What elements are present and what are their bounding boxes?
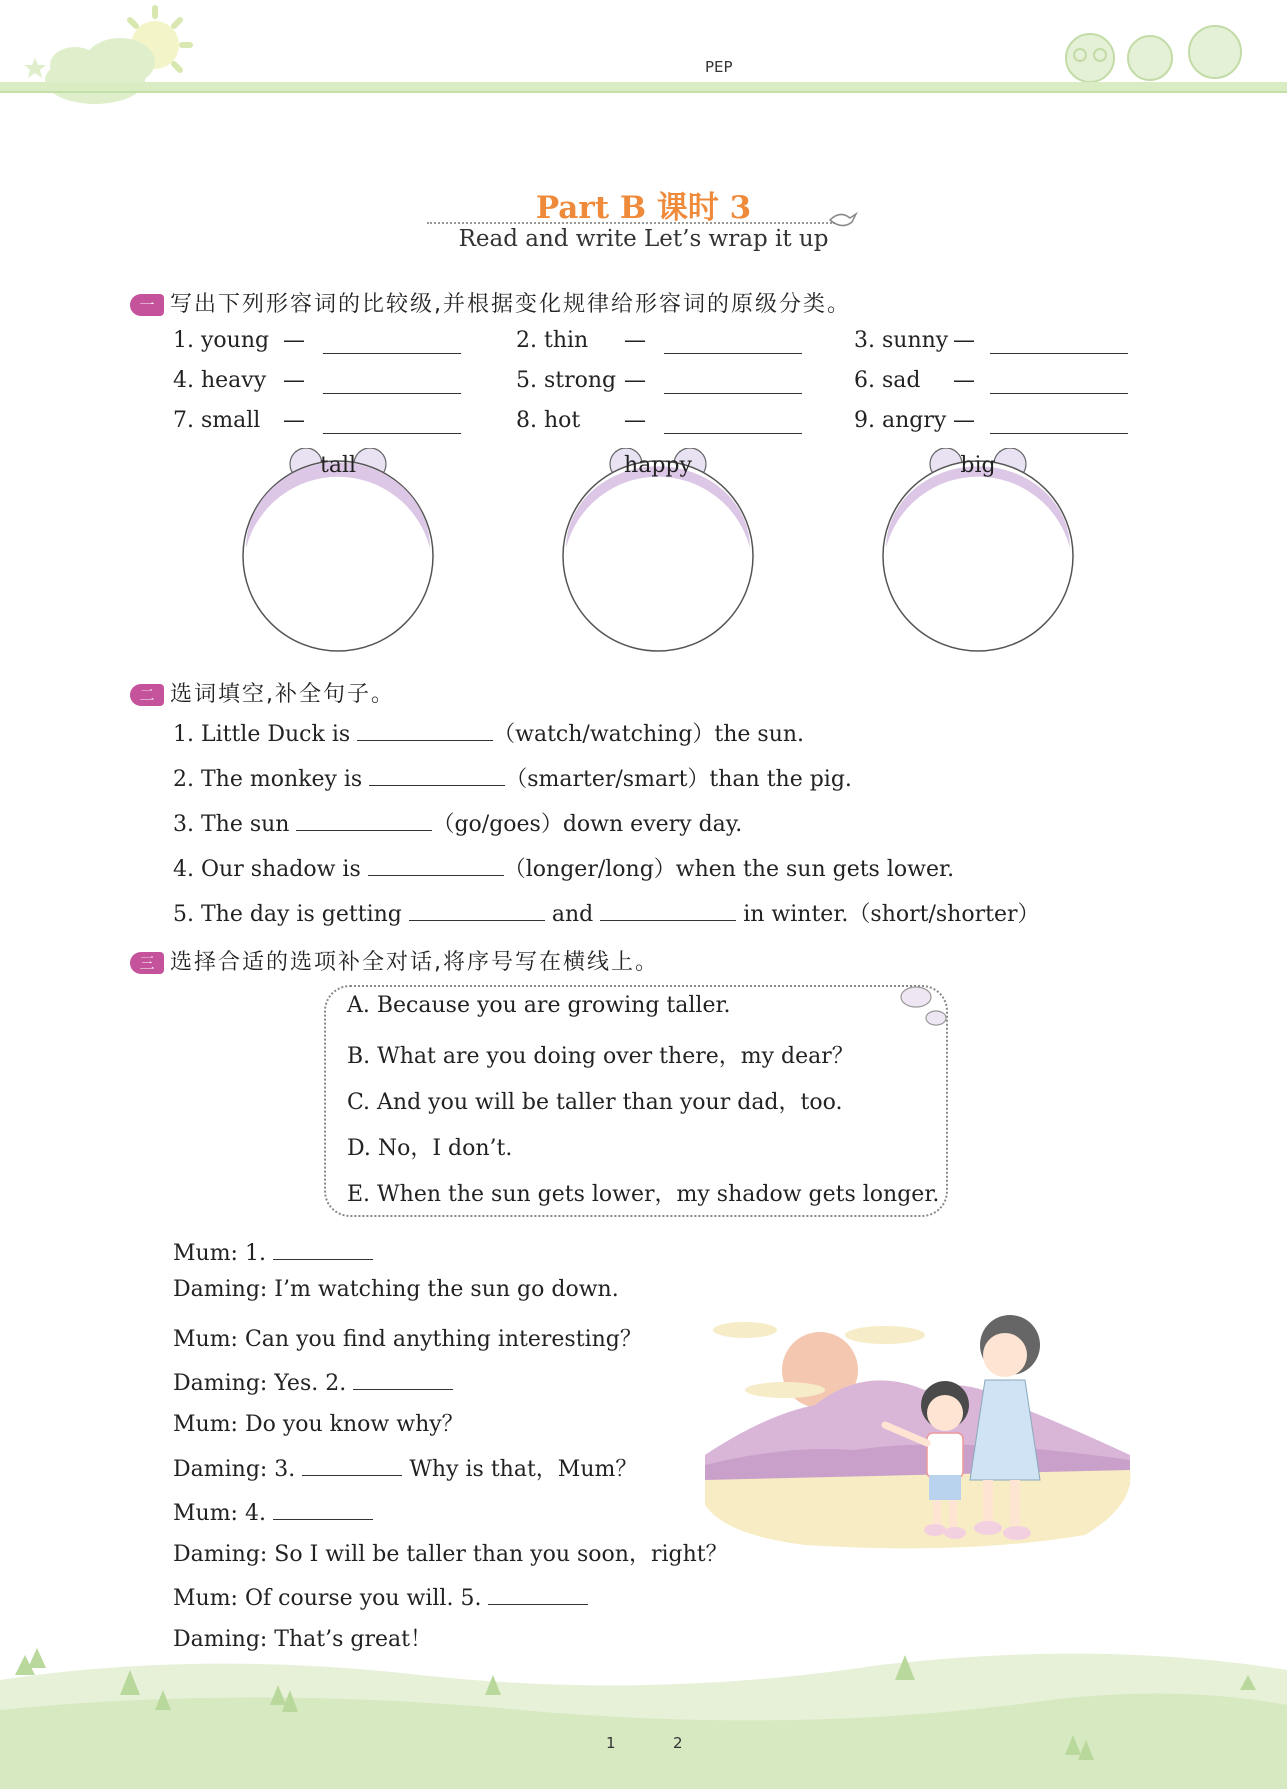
answer-blank[interactable] (353, 1367, 453, 1390)
item-label: 6. sad (854, 368, 921, 393)
dash: — (953, 368, 975, 393)
footer-landscape (0, 1640, 1287, 1789)
answer-blank[interactable] (664, 393, 802, 394)
answer-blank[interactable] (664, 433, 802, 434)
title-divider (427, 222, 835, 224)
dialogue-line-6 (173, 1452, 637, 1483)
sentence-text: 4. Our shadow is (173, 857, 361, 882)
dialogue-text: Why is that，Mum？ (409, 1457, 638, 1482)
item-label: 7. small (173, 408, 261, 433)
dash: — (283, 328, 305, 353)
sentence-text: 2. The monkey is (173, 767, 363, 792)
page-subtitle: Read and write Let’s wrap it up (458, 226, 829, 252)
category-circle-big[interactable] (878, 448, 1078, 668)
page-number-right: 2 (673, 1734, 683, 1752)
section-2-heading (130, 677, 395, 708)
sunset-illustration (705, 1305, 1135, 1555)
sentence-5 (173, 897, 1040, 928)
section-1-badge: 一 (130, 294, 164, 316)
dash: — (624, 368, 646, 393)
dialogue-text: Daming: 3. (173, 1457, 296, 1482)
page-number-left: 1 (606, 1734, 616, 1752)
answer-blank[interactable] (323, 433, 461, 434)
answer-blank[interactable] (323, 393, 461, 394)
answer-blank[interactable] (664, 353, 802, 354)
answer-blank[interactable] (323, 353, 461, 354)
dialogue-line-9 (173, 1582, 588, 1611)
dialogue-line-2: Daming: I’m watching the sun go down. (173, 1277, 619, 1302)
dash: — (953, 408, 975, 433)
answer-blank[interactable] (369, 763, 505, 786)
dialogue-line-8: Daming: So I will be taller than you soon，right？ (173, 1542, 728, 1567)
item-label: 1. young (173, 328, 270, 353)
header-band (0, 82, 1287, 91)
item-label: 2. thin (516, 328, 589, 353)
answer-blank[interactable] (990, 393, 1128, 394)
item-label: 4. heavy (173, 368, 267, 393)
item-label: 5. strong (516, 368, 617, 393)
circle-frame-icon (878, 448, 1078, 668)
dialogue-line-10: Daming: That’s great！ (173, 1627, 432, 1652)
sentence-2 (173, 762, 852, 793)
sentence-text: （longer/long）when the sun gets lower. (503, 857, 955, 882)
header-decoration (0, 0, 1287, 110)
answer-blank[interactable] (600, 898, 736, 921)
circle-frame-icon (238, 448, 438, 668)
option-b: B. What are you doing over there，my dear？ (347, 1044, 854, 1069)
dialogue-text: Daming: Yes. 2. (173, 1371, 347, 1396)
answer-blank[interactable] (273, 1497, 373, 1520)
sentence-text: （smarter/smart）than the pig. (505, 767, 852, 792)
dash: — (624, 408, 646, 433)
sentence-text: in winter.（short/shorter） (743, 902, 1040, 927)
dash: — (283, 408, 305, 433)
cloud-icon (45, 38, 155, 104)
dash: — (953, 328, 975, 353)
answer-blank[interactable] (273, 1237, 373, 1260)
answer-blank[interactable] (990, 353, 1128, 354)
item-label: 3. sunny (854, 328, 949, 353)
page-title: Part B 课时 3 (535, 190, 752, 226)
dialogue-text: Mum: 4. (173, 1501, 266, 1526)
item-label: 9. angry (854, 408, 947, 433)
sentence-4 (173, 852, 954, 883)
dialogue-line-3: Mum: Can you find anything interesting？ (173, 1327, 642, 1352)
star-icon (24, 58, 46, 78)
section-2-badge: 二 (130, 684, 164, 706)
item-label: 8. hot (516, 408, 581, 433)
series-label: PEP (705, 58, 733, 76)
answer-blank[interactable] (990, 433, 1128, 434)
ground-icon (705, 1470, 1130, 1548)
option-e: E. When the sun gets lower，my shadow gets longer. (347, 1182, 940, 1207)
section-1-heading (130, 287, 851, 318)
sentence-1 (173, 717, 804, 748)
sentence-text: and (551, 902, 594, 927)
category-circle-happy[interactable] (558, 448, 758, 668)
option-a: A. Because you are growing taller. (347, 993, 731, 1018)
sentence-text: 1. Little Duck is (173, 722, 351, 747)
sentence-text: （go/goes）down every day. (432, 812, 743, 837)
answer-blank[interactable] (296, 808, 432, 831)
sentence-text: 3. The sun (173, 812, 290, 837)
sentence-3 (173, 807, 742, 838)
dialogue-text: Mum: Of course you will. 5. (173, 1586, 482, 1611)
section-3-heading (130, 945, 659, 976)
dialogue-text: Mum: 1. (173, 1241, 266, 1266)
sentence-text: （watch/watching）the sun. (493, 722, 805, 747)
section-1-instruction: 写出下列形容词的比较级,并根据变化规律给形容词的原级分类。 (170, 292, 851, 317)
circle-frame-icon (558, 448, 758, 668)
sentence-text: 5. The day is getting (173, 902, 402, 927)
section-3-badge: 三 (130, 952, 164, 974)
category-label: big (960, 453, 996, 478)
option-d: D. No，I don’t. (347, 1136, 513, 1161)
category-label: happy (624, 453, 692, 478)
answer-blank[interactable] (488, 1582, 588, 1605)
dash: — (283, 368, 305, 393)
animal-faces-icon (1066, 26, 1241, 82)
cloud-icon (896, 980, 956, 1030)
dialogue-line-4 (173, 1367, 453, 1396)
category-circle-tall[interactable] (238, 448, 438, 668)
category-label: tall (319, 453, 357, 478)
dialogue-line-1 (173, 1237, 373, 1266)
dialogue-line-5: Mum: Do you know why？ (173, 1412, 464, 1437)
answer-blank[interactable] (409, 898, 545, 921)
answer-blank[interactable] (368, 853, 504, 876)
option-c: C. And you will be taller than your dad，too. (347, 1090, 843, 1115)
section-3-instruction: 选择合适的选项补全对话,将序号写在横线上。 (170, 950, 659, 975)
dialogue-line-7 (173, 1497, 373, 1526)
answer-blank[interactable] (357, 718, 493, 741)
header-band-line (0, 91, 1287, 93)
section-2-instruction: 选词填空,补全句子。 (170, 682, 395, 707)
answer-blank[interactable] (302, 1453, 402, 1476)
dash: — (624, 328, 646, 353)
